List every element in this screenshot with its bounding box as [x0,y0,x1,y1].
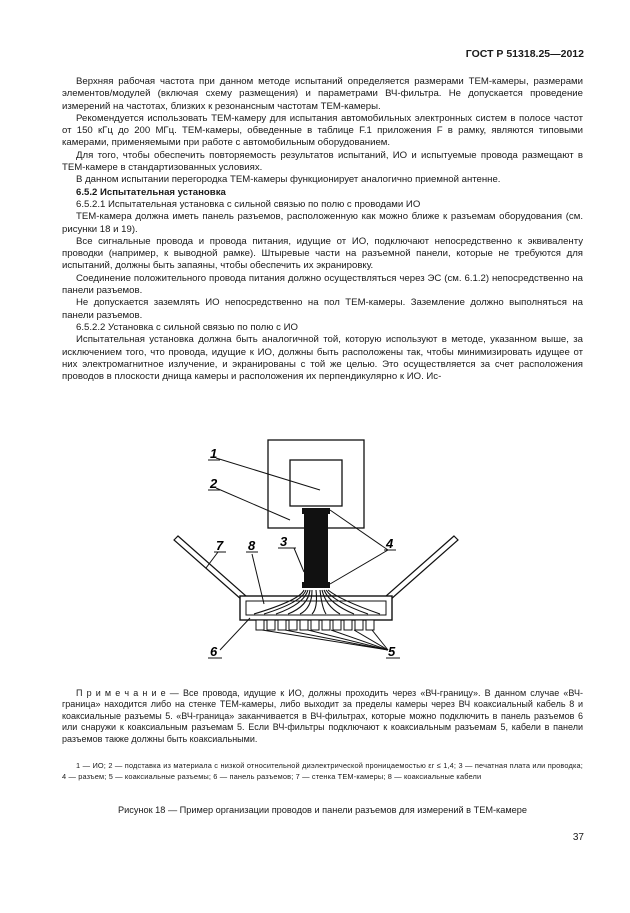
connector-bottom [302,582,330,588]
connector-top [302,508,330,514]
label-2: 2 [210,476,218,491]
paragraph: Верхняя рабочая частота при данном методе испытаний определяется размерами ТЕМ-камеры, размерами элементов/модулей (включая схему размещения) и параметрами ВЧ-фильтра. Не допускается проведение измерений на частотах, близких к резонансным частотам ТЕМ-камеры. [62,76,583,112]
paragraph: Не допускается заземлять ИО непосредственно на пол ТЕМ-камеры. Заземление должно выполняться на панели разъемов. [62,297,583,321]
paragraph: В данном испытании перегородка ТЕМ-камеры функционирует аналогично приемной антенне. [76,174,501,186]
figure-note: П р и м е ч а н и е — Все провода, идущие к ИО, должны проходить через «ВЧ-границу». В данном случае «ВЧ-граница» находится либо на стенке ТЕМ-камеры, либо выходит за пределы камеры через ВЧ коаксиальный кабель 8 и коаксиальные разъемы 5. «ВЧ-граница» заканчивается в ВЧ-фильтрах, которые можно подключить в панель разъемов 6 или снаружи к коаксиальным разъемам 5. Если ВЧ-фильтры подключают к коаксиальным разъемам 5, кабели в панели разъемов также должны быть коаксиальными. [62,688,583,744]
label-5: 5 [388,644,396,659]
label-3: 3 [280,534,288,549]
page-number: 37 [572,832,584,843]
document-header: ГОСТ Р 51318.25—2012 [465,48,584,60]
figure-legend: 1 — ИО; 2 — подставка из материала с низкой относительной диэлектрической проницаемостью εr ≤ 1,4; 3 — печатная плата или проводка; 4 — разъем; 5 — коаксиальные разъемы; 6 — панель разъемов; 7 — стенка ТЕМ-камеры; 8 — коаксиальные кабели [62,761,583,781]
label-1: 1 [210,446,218,461]
coaxial-connectors [256,620,374,630]
label-8: 8 [248,538,256,553]
body-text [62,76,583,383]
figure-caption: Рисунок 18 — Пример организации проводов и панели разъемов для измерений в ТЕМ-камере [117,805,528,815]
subsection-heading: 6.5.2.2 Установка с сильной связью по полю с ИО [76,321,298,333]
label-4: 4 [386,536,394,551]
setup-diagram [150,432,480,664]
section-heading: 6.5.2 Испытательная установка [76,186,226,198]
paragraph: Соединение положительного провода питания должно осуществляться через ЭС (см. 6.1.2) непосредственно на панели разъемов. [62,272,583,297]
label-7: 7 [216,538,224,553]
subsection-heading: 6.5.2.1 Испытательная установка с сильной связью по полю с проводами ИО [76,198,421,210]
paragraph: ТЕМ-камера должна иметь панель разъемов, расположенную как можно ближе к разъемам оборудования (см. рисунки 18 и 19). [62,211,583,235]
paragraph: Испытательная установка должна быть аналогичной той, которую используют в методе, указанном выше, за исключением того, что провода, идущие к ИО, должны быть расположены так, чтобы минимизировать идущее от них электромагнитное излучение, и экранированы с той же целью. Это осуществляется за счет расположения проводов в плоскости днища камеры и расположения их перпендикулярно к ИО. Ис- [62,334,583,383]
tem-chamber-wall-left [174,536,246,600]
pcb-wiring [304,512,328,584]
label-6: 6 [210,644,218,659]
paragraph: Рекомендуется использовать ТЕМ-камеру для испытания автомобильных электронных систем в полосе частот от 150 кГц до 200 МГц. ТЕМ-камеры, обведенные в таблице F.1 приложения F в рамку, являются типовыми камерами, применяемыми при работе с автомобильным оборудованием. [62,112,583,149]
tem-chamber-wall-right [386,536,458,600]
paragraph: Все сигнальные провода и провода питания, идущие от ИО, подключают непосредственно к эквиваленту проводки (например, к выводной рамке). Штыревые части на разъемной панели, которые не требуются для испытаний, должны быть запаяны, чтобы обеспечить их экранировку. [62,235,583,272]
figure-18 [150,432,480,664]
paragraph: Для того, чтобы обеспечить повторяемость результатов испытаний, ИО и испытуемые провода размещают в ТЕМ-камере в стандартизованных условиях. [62,149,583,174]
